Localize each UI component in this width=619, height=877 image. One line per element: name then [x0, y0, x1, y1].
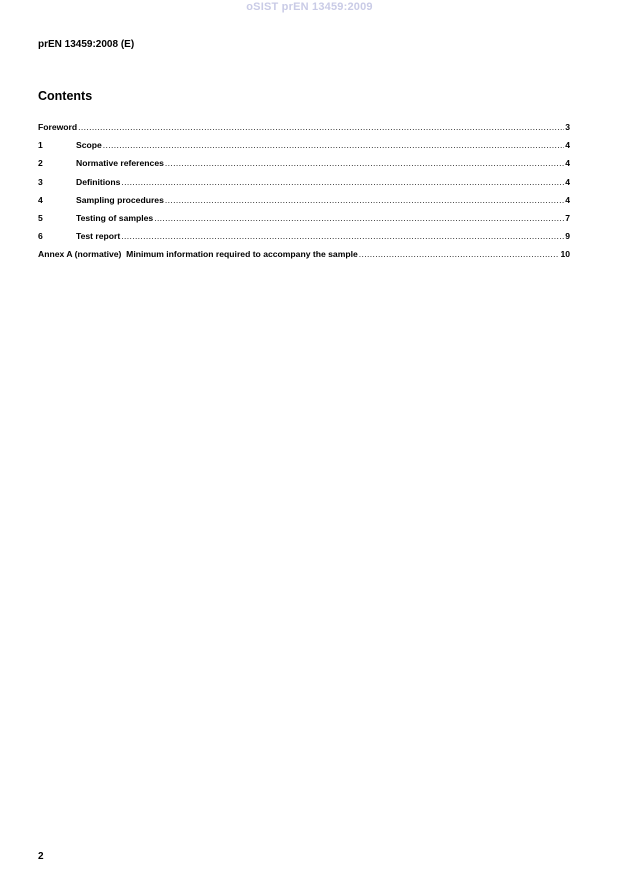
toc-entry-normative-references[interactable] — [38, 158, 570, 176]
toc-dot-leader — [154, 213, 564, 223]
toc-entry-number: 3 — [38, 176, 43, 187]
toc-entry-number: 4 — [38, 194, 43, 205]
toc-entry-annex-a[interactable] — [38, 249, 570, 267]
toc-entry-page: 4 — [565, 176, 570, 187]
toc-entry-page: 7 — [565, 212, 570, 223]
toc-entry-page: 4 — [565, 140, 570, 151]
toc-entry-title: Sampling procedures — [76, 194, 164, 205]
toc-entry-title: Testing of samples — [76, 212, 154, 223]
toc-entry-sampling-procedures[interactable] — [38, 195, 570, 213]
toc-entry-page: 4 — [565, 158, 570, 169]
toc-entry-test-report[interactable] — [38, 231, 570, 249]
toc-entry-page: 3 — [565, 122, 570, 132]
toc-entry-page: 10 — [560, 249, 570, 260]
toc-entry-number: 5 — [38, 212, 43, 223]
toc-dot-leader — [165, 158, 564, 168]
toc-entry-scope[interactable] — [38, 140, 570, 158]
toc-entry-title: Scope — [76, 140, 102, 151]
page-number: 2 — [38, 851, 44, 862]
contents-heading: Contents — [38, 89, 93, 103]
toc-entry-title: Foreword — [38, 122, 78, 132]
toc-entry-title: Test report — [76, 231, 121, 242]
toc-entry-definitions[interactable] — [38, 177, 570, 195]
toc-entry-title: Annex A (normative) Minimum information required to accompany the sample — [38, 249, 358, 260]
toc-dot-leader — [78, 122, 564, 132]
toc-dot-leader — [121, 231, 564, 241]
table-of-contents — [38, 122, 570, 268]
toc-entry-foreword[interactable] — [38, 122, 570, 140]
toc-entry-title: Definitions — [76, 176, 121, 187]
toc-dot-leader — [103, 140, 564, 150]
watermark: oSIST prEN 13459:2009 — [246, 1, 373, 13]
toc-dot-leader — [165, 195, 564, 205]
toc-entry-number: 6 — [38, 231, 43, 242]
toc-entry-page: 4 — [565, 194, 570, 205]
toc-entry-title: Normative references — [76, 158, 164, 169]
document-id: prEN 13459:2008 (E) — [38, 39, 135, 50]
toc-entry-page: 9 — [565, 231, 570, 242]
toc-dot-leader — [359, 249, 560, 259]
toc-entry-number: 1 — [38, 140, 43, 151]
toc-dot-leader — [121, 177, 564, 187]
toc-entry-testing-of-samples[interactable] — [38, 213, 570, 231]
toc-entry-number: 2 — [38, 158, 43, 169]
